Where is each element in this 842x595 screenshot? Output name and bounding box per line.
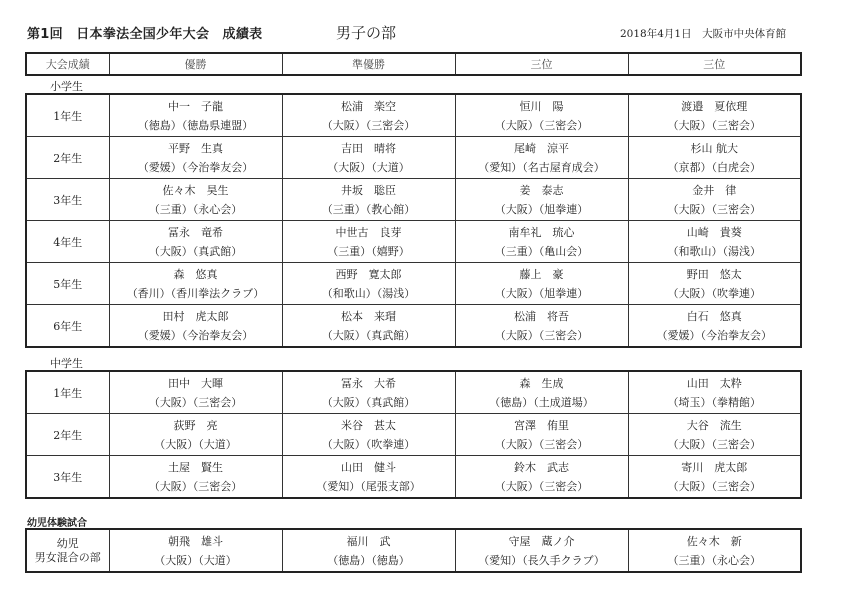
athlete-club: （和歌山）（湯浅）	[321, 286, 416, 300]
date-venue: 2018年4月1日 大阪市中央体育館	[620, 28, 787, 40]
athlete-club: （埼玉）（拳精館）	[667, 395, 761, 409]
result-cell-third	[455, 179, 628, 221]
table-row	[26, 221, 801, 263]
athlete-name: 山崎 貴葵	[686, 225, 742, 239]
section-label-middle: 中学生	[50, 357, 83, 370]
table-row	[26, 414, 801, 456]
header-table	[25, 52, 802, 76]
result-cell-runner-up	[282, 529, 455, 572]
grade-cell: 1年生	[26, 94, 109, 137]
middle-results-table	[25, 370, 802, 499]
athlete-name: 南牟礼 琉心	[508, 225, 575, 239]
athlete-name: 恒川 陽	[519, 99, 564, 113]
athlete-club: （愛媛）（今治拳友会）	[137, 328, 254, 342]
result-cell-third	[455, 456, 628, 499]
athlete-club: （和歌山）（湯浅）	[667, 244, 761, 258]
athlete-name: 中一 子龍	[168, 99, 223, 113]
athlete-name: 杉山 航大	[690, 141, 738, 155]
athlete-club: （徳島）（徳島）	[327, 553, 410, 567]
column-header-row	[26, 53, 801, 75]
athlete-name: 西野 寛太郎	[335, 267, 402, 281]
athlete-name: 松本 来瑁	[341, 309, 396, 323]
result-cell-third	[455, 414, 628, 456]
athlete-name: 野田 悠太	[686, 267, 742, 281]
athlete-name: 姜 泰志	[519, 183, 564, 197]
result-cell-third	[628, 529, 801, 572]
result-cell-runner-up	[282, 305, 455, 348]
athlete-name: 尾崎 涼平	[514, 141, 569, 155]
athlete-club: （大阪）（三密会）	[667, 479, 761, 493]
athlete-club: （三重）（亀山会）	[494, 244, 589, 258]
column-header-results: 大会成績	[26, 53, 109, 75]
athlete-name: 守屋 蔵ノ介	[508, 534, 575, 548]
athlete-name: 寄川 虎太郎	[681, 460, 748, 474]
result-cell-runner-up	[282, 94, 455, 137]
athlete-club: （大阪）（三密会）	[667, 202, 761, 216]
result-cell-third	[628, 221, 801, 263]
result-cell-third	[455, 221, 628, 263]
athlete-name: 宮澤 侑里	[514, 418, 569, 432]
athlete-club: （大阪）（真武館）	[321, 395, 416, 409]
athlete-name: 平野 生真	[168, 141, 223, 155]
athlete-name: 中世古 良芽	[335, 225, 402, 239]
athlete-name: 朝飛 雄斗	[168, 534, 223, 548]
result-cell-winner	[109, 529, 282, 572]
result-cell-runner-up	[282, 263, 455, 305]
athlete-club: （愛知）（長久手クラブ）	[478, 553, 605, 567]
athlete-club: （愛知）（名古屋育成会）	[478, 160, 605, 174]
column-header-runner-up: 準優勝	[282, 53, 455, 75]
result-cell-third	[455, 529, 628, 572]
result-cell-runner-up	[282, 371, 455, 414]
result-cell-third	[628, 94, 801, 137]
athlete-club: （三重）（永心会）	[148, 202, 243, 216]
athlete-club: （徳島）（土成道場）	[489, 395, 594, 409]
grade-cell	[26, 529, 109, 572]
athlete-name: 福川 武	[346, 534, 391, 548]
athlete-club: （大阪）（三密会）	[667, 437, 761, 451]
result-cell-runner-up	[282, 179, 455, 221]
athlete-club: （香川）（香川拳法クラブ）	[126, 286, 265, 300]
athlete-name: 田村 虎太郎	[162, 309, 229, 323]
column-header-third: 三位	[455, 53, 628, 75]
athlete-name: 吉田 晴将	[341, 141, 396, 155]
athlete-club: （徳島）（徳島県連盟）	[137, 118, 254, 132]
athlete-club: （大阪）（三密会）	[494, 479, 589, 493]
table-row	[26, 456, 801, 499]
result-cell-third	[628, 179, 801, 221]
grade-label-line: 幼児	[56, 536, 79, 550]
athlete-name: 荻野 亮	[173, 418, 218, 432]
result-cell-runner-up	[282, 221, 455, 263]
athlete-name: 冨永 竜希	[168, 225, 223, 239]
athlete-club: （大阪）（旭拳連）	[494, 202, 589, 216]
result-cell-winner	[109, 414, 282, 456]
table-row	[26, 263, 801, 305]
result-cell-winner	[109, 456, 282, 499]
athlete-name: 山田 健斗	[341, 460, 396, 474]
result-cell-third	[628, 371, 801, 414]
athlete-club: （愛知）（尾張支部）	[316, 479, 421, 493]
athlete-club: （大阪）（三密会）	[321, 118, 416, 132]
document-title: 第1回 日本拳法全国少年大会 成績表	[27, 27, 263, 42]
athlete-club: （大阪）（三密会）	[667, 118, 761, 132]
table-row	[26, 179, 801, 221]
grade-cell: 2年生	[26, 414, 109, 456]
athlete-name: 米谷 甚太	[341, 418, 396, 432]
athlete-club: （愛媛）（今治拳友会）	[137, 160, 254, 174]
result-cell-winner	[109, 371, 282, 414]
result-cell-winner	[109, 263, 282, 305]
athlete-name: 井坂 聡臣	[341, 183, 396, 197]
result-cell-third	[628, 305, 801, 348]
athlete-club: （大阪）（三密会）	[148, 479, 243, 493]
grade-cell: 3年生	[26, 456, 109, 499]
result-cell-third	[455, 137, 628, 179]
result-cell-third	[628, 263, 801, 305]
result-cell-runner-up	[282, 137, 455, 179]
athlete-name: 松浦 将吾	[514, 309, 569, 323]
athlete-club: （大阪）（真武館）	[148, 244, 243, 258]
athlete-club: （大阪）（吹拳連）	[321, 437, 416, 451]
athlete-club: （大阪）（三密会）	[148, 395, 243, 409]
athlete-name: 森 生成	[519, 376, 564, 390]
result-cell-winner	[109, 221, 282, 263]
athlete-club: （大阪）（真武館）	[321, 328, 416, 342]
athlete-name: 山田 太粋	[686, 376, 742, 390]
table-row	[26, 137, 801, 179]
result-cell-third	[455, 371, 628, 414]
athlete-club: （大阪）（三密会）	[494, 437, 589, 451]
athlete-name: 田中 大暉	[168, 376, 223, 390]
athlete-name: 鈴木 武志	[514, 460, 569, 474]
table-row	[26, 371, 801, 414]
athlete-club: （大阪）（旭拳連）	[494, 286, 589, 300]
result-cell-third	[455, 263, 628, 305]
athlete-club: （三重）（永心会）	[667, 553, 761, 567]
athlete-name: 白石 悠真	[686, 309, 742, 323]
athlete-club: （大阪）（吹拳連）	[667, 286, 761, 300]
column-header-winner: 優勝	[109, 53, 282, 75]
grade-cell: 3年生	[26, 179, 109, 221]
athlete-club: （大阪）（大道）	[154, 553, 237, 567]
section-label-elementary: 小学生	[50, 80, 83, 93]
result-cell-third	[628, 456, 801, 499]
result-cell-runner-up	[282, 456, 455, 499]
table-row	[26, 529, 801, 572]
athlete-club: （三重）（嬉野）	[327, 244, 410, 258]
table-row	[26, 305, 801, 348]
toddler-results-table	[25, 528, 802, 573]
section-label-toddler: 幼児体験試合	[27, 518, 87, 529]
result-cell-third	[628, 414, 801, 456]
division-title: 男子の部	[336, 24, 397, 42]
athlete-club: （愛媛）（今治拳友会）	[656, 328, 772, 342]
grade-cell: 1年生	[26, 371, 109, 414]
athlete-name: 森 悠真	[173, 267, 218, 281]
athlete-name: 金井 律	[692, 183, 737, 197]
result-cell-winner	[109, 94, 282, 137]
grade-cell: 6年生	[26, 305, 109, 348]
athlete-name: 藤上 豪	[519, 267, 564, 281]
result-cell-third	[455, 94, 628, 137]
grade-label-line: 男女混合の部	[34, 550, 101, 564]
grade-cell: 2年生	[26, 137, 109, 179]
result-cell-third	[455, 305, 628, 348]
column-header-third: 三位	[628, 53, 801, 75]
elementary-results-table	[25, 93, 802, 348]
athlete-name: 松浦 楽空	[341, 99, 396, 113]
athlete-club: （京都）（白虎会）	[667, 160, 761, 174]
result-cell-winner	[109, 305, 282, 348]
athlete-club: （大阪）（三密会）	[494, 118, 589, 132]
athlete-club: （大阪）（三密会）	[494, 328, 589, 342]
athlete-club: （大阪）（大道）	[154, 437, 237, 451]
athlete-name: 渡邉 夏依理	[681, 99, 748, 113]
athlete-name: 冨永 大希	[341, 376, 396, 390]
result-cell-winner	[109, 137, 282, 179]
athlete-name: 大谷 流生	[686, 418, 742, 432]
athlete-name: 土屋 賢生	[168, 460, 223, 474]
athlete-club: （大阪）（大道）	[327, 160, 410, 174]
grade-cell: 5年生	[26, 263, 109, 305]
result-cell-winner	[109, 179, 282, 221]
result-cell-third	[628, 137, 801, 179]
grade-cell: 4年生	[26, 221, 109, 263]
result-cell-runner-up	[282, 414, 455, 456]
athlete-club: （三重）（教心館）	[321, 202, 416, 216]
athlete-name: 佐々木 新	[686, 534, 742, 548]
table-row	[26, 94, 801, 137]
athlete-name: 佐々木 昊生	[162, 183, 229, 197]
